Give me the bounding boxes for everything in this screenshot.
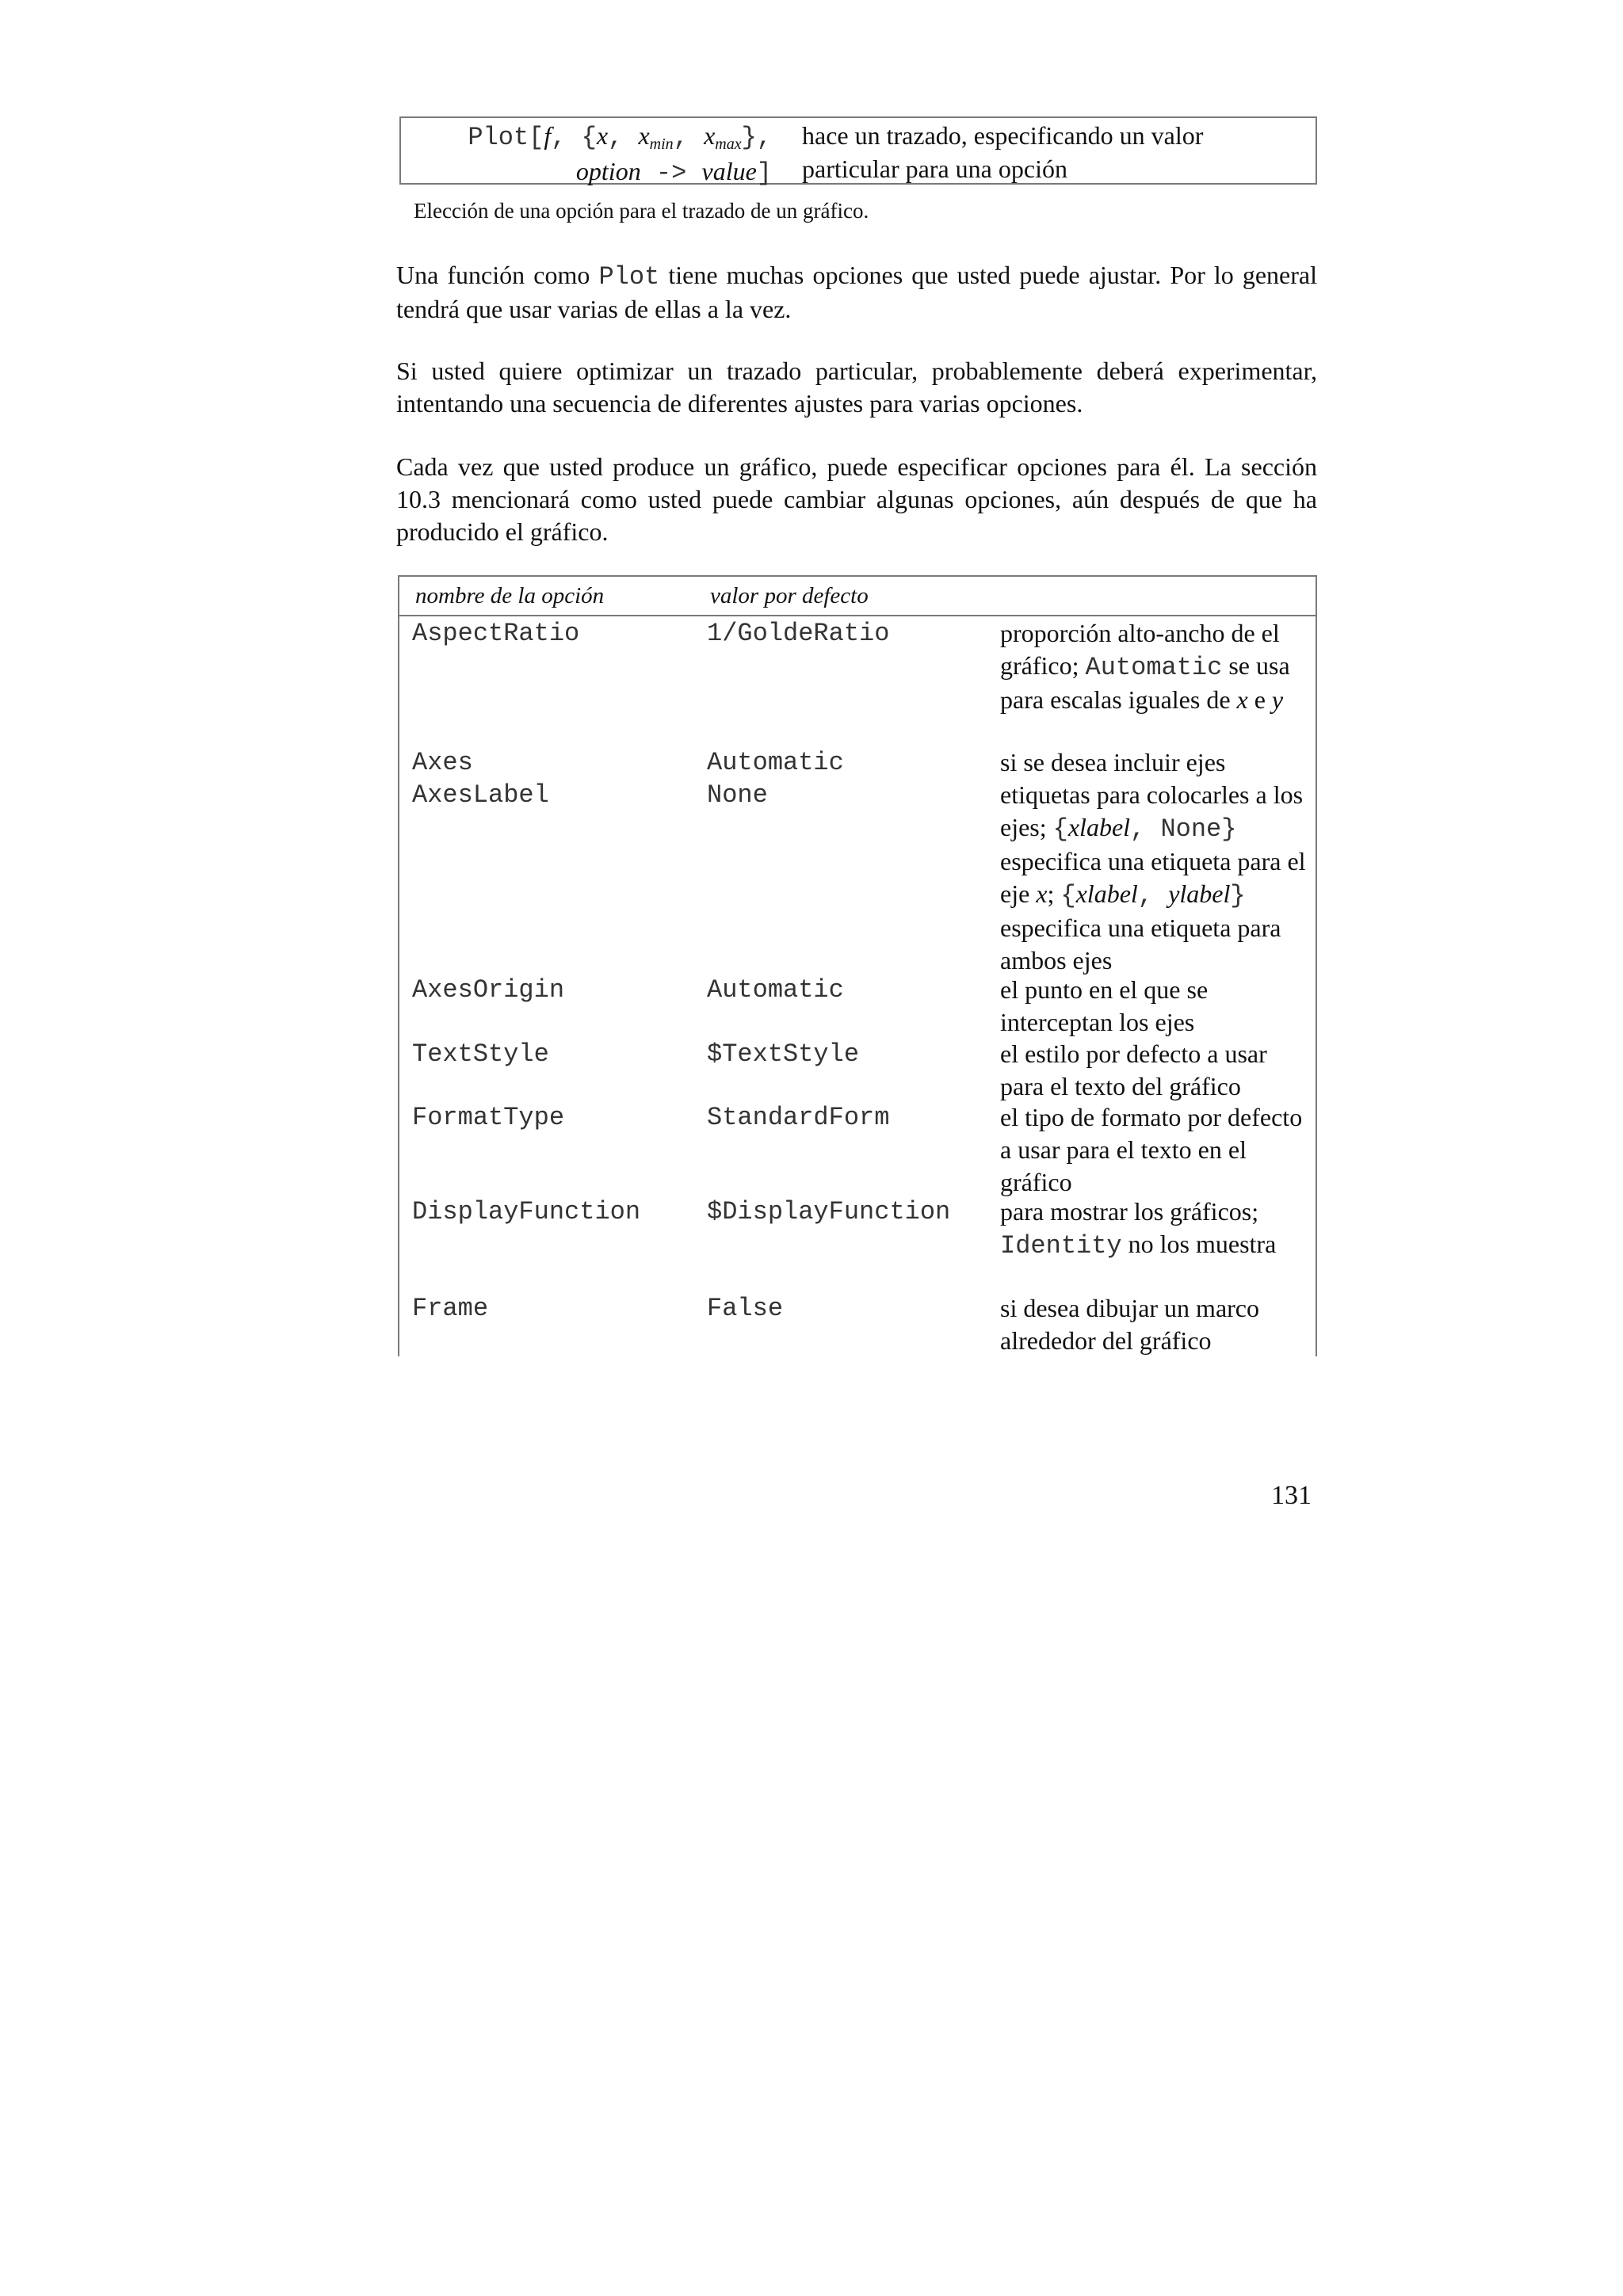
desc-var: xlabel	[1067, 813, 1131, 841]
code-sep: ,	[608, 123, 639, 152]
desc-text: etiquetas para colocarles a los ejes;	[1000, 780, 1304, 841]
option-description	[1000, 617, 1313, 716]
option-name: Frame	[412, 1294, 489, 1323]
code-xmax-sub: max	[715, 135, 742, 153]
desc-code: {	[1052, 814, 1068, 844]
inline-code: Plot	[598, 262, 660, 292]
option-default: $DisplayFunction	[707, 1197, 951, 1226]
desc-code: }	[1230, 881, 1246, 910]
code-f: f	[544, 121, 552, 150]
option-name: AspectRatio	[412, 619, 580, 648]
desc-var: x	[1236, 685, 1248, 714]
paragraph	[396, 259, 1317, 326]
desc-text: se usa para escalas iguales de	[1000, 651, 1290, 714]
desc-text: no los muestra	[1121, 1230, 1277, 1258]
syntax-description-line: hace un trazado, especificando un valor	[802, 121, 1204, 150]
syntax-table	[399, 116, 1317, 188]
option-default: False	[707, 1294, 784, 1323]
option-description: el estilo por defecto a usar para el texto del gráfico	[1000, 1039, 1267, 1100]
code-xmax: x	[704, 121, 716, 150]
desc-code: Identity	[1000, 1231, 1122, 1261]
syntax-description-cell	[802, 119, 1309, 185]
table-caption: Elección de una opción para el trazado de un gráfico.	[414, 199, 869, 223]
option-default: Automatic	[707, 748, 844, 777]
option-default: StandardForm	[707, 1103, 890, 1132]
option-default: None	[707, 780, 768, 810]
option-description: el punto en el que se interceptan los ejes	[1000, 975, 1209, 1036]
option-default: 1/GoldeRatio	[707, 619, 890, 648]
code-sep: ,	[673, 123, 705, 152]
code-xmin: x	[638, 121, 650, 150]
option-description	[1000, 779, 1313, 977]
options-table-header	[399, 577, 1316, 616]
option-name: TextStyle	[412, 1039, 549, 1069]
code-sep: },	[741, 123, 772, 152]
page-number: 131	[1271, 1481, 1312, 1510]
code-x: x	[596, 121, 609, 150]
paragraph: Cada vez que usted produce un gráfico, puede especificar opciones para él. La sección 10.3 mencionará como usted puede cambiar algunas opciones, aún después de que ha producido el gráfico.	[396, 452, 1317, 546]
option-default: Automatic	[707, 975, 844, 1005]
code-value: value	[701, 157, 757, 185]
desc-text: ;	[1047, 879, 1061, 908]
option-name: AxesOrigin	[412, 975, 565, 1005]
desc-var: xlabel	[1075, 879, 1138, 908]
paragraph-text: Una función como	[396, 261, 599, 289]
option-name: AxesLabel	[412, 780, 549, 810]
desc-code: }	[1221, 814, 1237, 844]
desc-var: y	[1271, 685, 1284, 714]
desc-text: especifica una etiqueta para ambos ejes	[1000, 913, 1281, 974]
desc-code: None	[1160, 814, 1222, 844]
code-arrow: ->	[640, 158, 702, 188]
option-description	[1000, 1196, 1313, 1262]
code-option: option	[575, 157, 641, 185]
option-description: si se desea incluir ejes	[1000, 748, 1226, 776]
desc-code: {	[1060, 881, 1076, 910]
desc-var: ylabel	[1168, 879, 1231, 908]
desc-text: especifica una etiqueta para el eje	[1000, 847, 1306, 908]
header-option-name: nombre de la opción	[415, 583, 605, 608]
syntax-description-line: particular para una opción	[802, 154, 1067, 183]
desc-code: Automatic	[1085, 653, 1223, 682]
desc-text: para mostrar los gráficos;	[1000, 1197, 1259, 1226]
option-description: si desea dibujar un marco alrededor del gráfico	[1000, 1294, 1259, 1355]
desc-code: ,	[1137, 881, 1169, 910]
code-xmin-sub: min	[649, 135, 674, 153]
desc-code: ,	[1130, 814, 1161, 844]
code-sep: , {	[551, 123, 597, 152]
desc-text: proporción alto-ancho de el gráfico;	[1000, 619, 1280, 680]
option-name: FormatType	[412, 1103, 565, 1132]
desc-var: x	[1036, 879, 1048, 908]
option-name: Axes	[412, 748, 473, 777]
option-default: $TextStyle	[707, 1039, 860, 1069]
option-name: DisplayFunction	[412, 1197, 641, 1226]
header-default-value: valor por defecto	[710, 583, 869, 608]
paragraph: Si usted quiere optimizar un trazado particular, probablemente deberá experimentar, intentando una secuencia de diferentes ajustes para varias opciones.	[396, 357, 1317, 418]
option-description: el tipo de formato por defecto a usar para el texto en el gráfico	[1000, 1103, 1303, 1196]
syntax-code-cell	[401, 118, 789, 188]
desc-text: e	[1247, 685, 1272, 714]
code-plot-head: Plot[	[468, 123, 544, 152]
code-close: ]	[756, 158, 772, 188]
paragraph-text: tiene muchas opciones que usted puede ajustar. Por lo general tendrá que usar varias de ellas a la vez.	[396, 261, 1318, 323]
